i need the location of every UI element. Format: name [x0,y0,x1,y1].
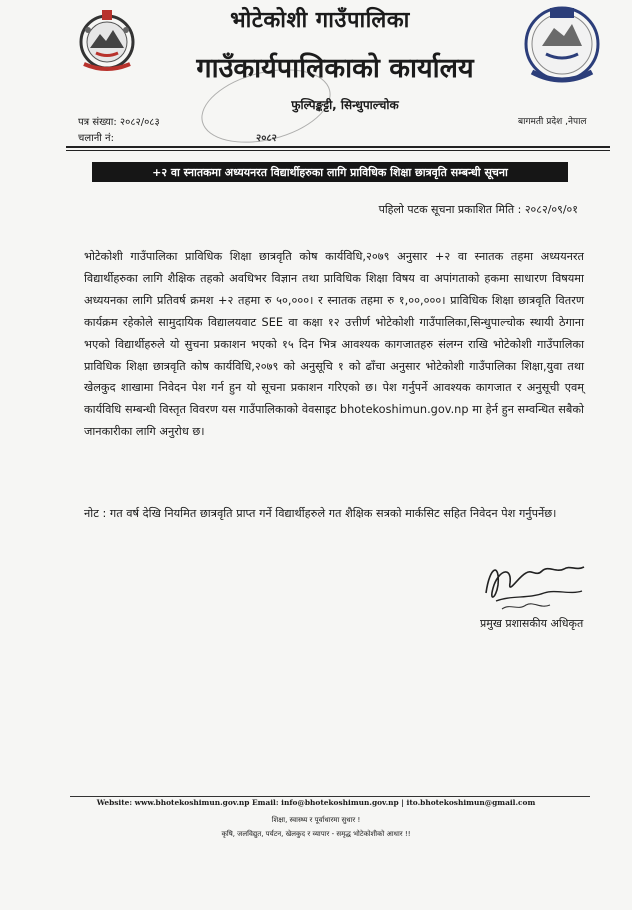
notice-heading: +२ वा स्नातकमा अध्ययनरत विद्यार्थीहरुका लागि प्राविधिक शिक्षा छात्रवृति सम्बन्धी सूचना [92,162,568,182]
publication-date: पहिलो पटक सूचना प्रकाशित मिति : २०८२/०९/०१ [378,203,578,216]
letter-number: पत्र संख्या: २०८२/०८३ [78,117,160,128]
notice-note: नोट : गत वर्ष देखि नियमित छात्रवृति प्राप्त गर्ने विद्यार्थीहरुले गत शैक्षिक सत्रको मार्कसिट सहित निवेदन पेश गर्नुपर्नेछ। [84,507,557,520]
province-label: बागमती प्रदेश ,नेपाल [518,117,587,127]
footer-slogan-2: कृषि, जलविद्युत, पर्यटन, खेलकुद र व्यापार - समृद्ध भोटेकोशीको आधार !! [221,830,411,838]
footer-slogan-1: शिक्षा, स्वास्थ्य र पूर्वाधारमा सुधार ! [271,816,361,824]
header-divider-thin [66,150,610,151]
signature [466,555,592,615]
dispatch-number: चलानी नं: [78,133,114,144]
municipality-title: भोटेकोशी गाउँपालिका [230,7,410,33]
office-title: गाउँकार्यपालिकाको कार्यालय [196,53,474,84]
footer-contact: Website: www.bhotekoshimun.gov.np Email: info@bhotekoshimun.gov.np | ito.bhotekoshimun@gmail.com [96,798,536,807]
office-address: फुल्पिङ्कट्टी, सिन्धुपाल्चोक [291,98,399,112]
notice-body: भोटेकोशी गाउँपालिका प्राविधिक शिक्षा छात्रवृति कोष कार्यविधि,२०७९ अनुसार +२ वा स्नातक तहमा अध्ययनरत विद्यार्थीहरुका लागि शैक्षिक तहको अवधिभर विज्ञान तथा प्राविधिक शिक्षा विषय वा अपांगताको हकमा साधारण विषयमा अध्ययनका लागि प्रतिवर्ष क्रमश +२ तहमा रु ५०,०००। र स्नातक तहमा रु १,००,०००। प्राविधिक शिक्षा छात्रवृति वितरण कार्यक्रम रहेकोले सामुदायिक विद्यालयवाट SEE वा कक्षा १२ उत्तीर्ण भोटेकोशी गाउँपालिका,सिन्धुपाल्चोक स्थायी ठेगाना भएको विद्यार्थीहरुले यो सुचना प्रकाशन भएको १५ दिन भित्र आवश्यक कागजातहरु संलग्न राखि भोटेकोशी गाउँपालिका प्राविधिक शिक्षा छात्रवृति कोष कार्यविधि,२०७९ को अनुसूचि १ को ढाँचा अनुसार भोटेकोशी गाउँपालिका शिक्षा,युवा तथा खेलकुद शाखामा निवेदन पेश गर्न हुन यो सूचना प्रकाशन गरिएको छ। पेश गर्नुपर्ने आवश्यक कागजात र अनुसूची एवम् कार्यविधि सम्बन्धी विस्तृत विवरण यस गाउँपालिकाको वेवसाइट bhotekoshimun.gov.np मा हेर्न हुन सम्वन्धित सबैको जानकारीका लागि अनुरोध छ। [84,250,584,439]
nepal-government-emblem-icon [74,8,140,74]
municipality-logo-icon [520,6,604,86]
footer-divider [70,796,590,797]
header-divider [66,146,610,148]
signatory-title: प्रमुख प्रशासकीय अधिकृत [480,617,584,630]
stamp-year: २०८२ [256,133,277,144]
